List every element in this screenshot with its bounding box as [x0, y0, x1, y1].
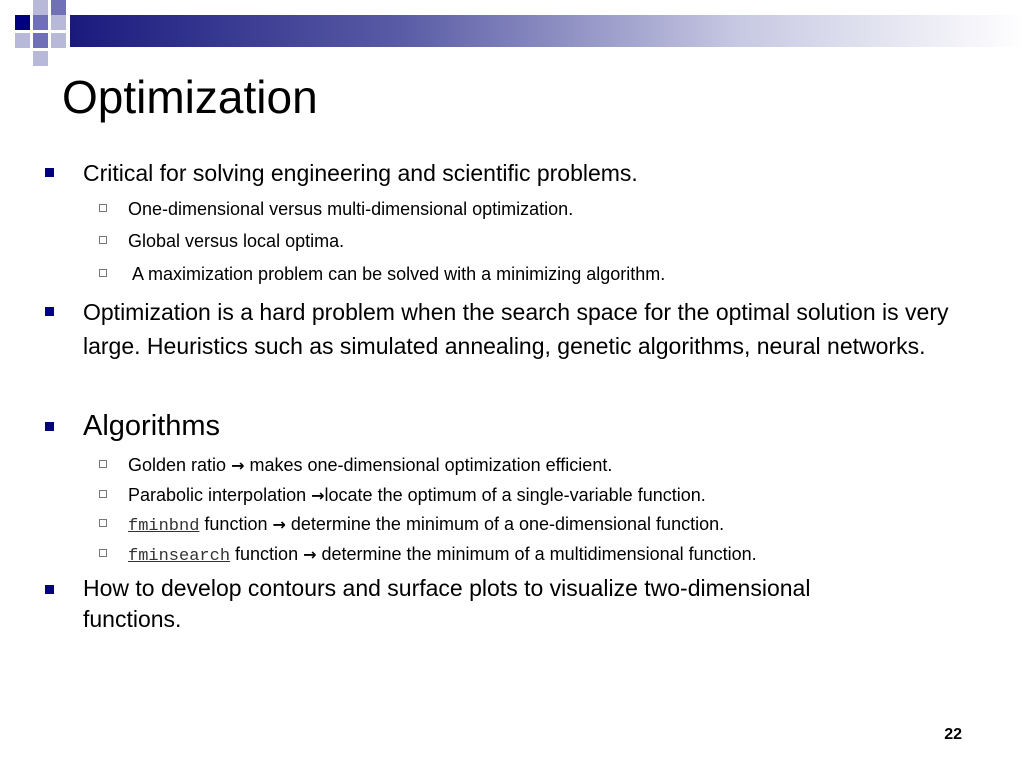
square-bullet-icon [45, 422, 54, 431]
sub-bullet [128, 262, 988, 286]
sub-bullet-text: One-dimensional versus multi-dimensional optimization. [128, 199, 574, 219]
hollow-square-bullet-icon [99, 549, 107, 557]
square-bullet-icon [45, 307, 54, 316]
sub-bullet [128, 542, 988, 569]
bullet-contours [83, 573, 843, 635]
bullet-hard-problem [83, 295, 968, 363]
right-arrow-icon: → [272, 515, 286, 534]
page-number: 22 [944, 726, 962, 743]
fminsearch-code: fminsearch [128, 547, 231, 566]
bullet-text: Optimization is a hard problem when the search space for the optimal solution is very large. Heuristics such as simulated annealing, genetic algorithms, neural networks. [83, 299, 949, 359]
hollow-square-bullet-icon [99, 490, 107, 498]
slide-title: Optimization [62, 71, 318, 123]
sub-bullet [128, 483, 988, 508]
hollow-square-bullet-icon [99, 236, 107, 244]
bullet-algorithms [83, 408, 983, 444]
fminbnd-code: fminbnd [128, 517, 200, 536]
sub-bullet [128, 453, 988, 478]
sub-bullet [128, 197, 988, 221]
sub-bullet-text: determine the minimum of a one-dimensional function. [285, 514, 725, 534]
sub-bullet-text: A maximization problem can be solved with a minimizing algorithm. [128, 264, 666, 284]
sub-bullet [128, 229, 988, 253]
sub-bullet-text: makes one-dimensional optimization efficient. [244, 455, 613, 475]
sub-bullet [128, 512, 988, 539]
right-arrow-icon: → [231, 456, 245, 475]
bullet-critical [83, 156, 983, 190]
sub-bullet-text: Global versus local optima. [128, 231, 345, 251]
right-arrow-icon: → [303, 545, 317, 564]
right-arrow-icon: → [311, 486, 325, 505]
bullet-text: Algorithms [83, 410, 220, 442]
square-bullet-icon [45, 168, 54, 177]
hollow-square-bullet-icon [99, 204, 107, 212]
sub-bullet-text: locate the optimum of a single-variable function. [324, 485, 706, 505]
sub-bullet-text: function [199, 514, 273, 534]
hollow-square-bullet-icon [99, 269, 107, 277]
sub-bullet-text: function [230, 544, 304, 564]
hollow-square-bullet-icon [99, 519, 107, 527]
bullet-text: Critical for solving engineering and scientific problems. [83, 160, 638, 186]
sub-bullet-text: determine the minimum of a multidimensional function. [316, 544, 757, 564]
hollow-square-bullet-icon [99, 460, 107, 468]
bullet-text: How to develop contours and surface plots to visualize two-dimensional functions. [83, 575, 811, 632]
sub-bullet-text: Parabolic interpolation [128, 485, 312, 505]
square-bullet-icon [45, 585, 54, 594]
sub-bullet-text: Golden ratio [128, 455, 232, 475]
